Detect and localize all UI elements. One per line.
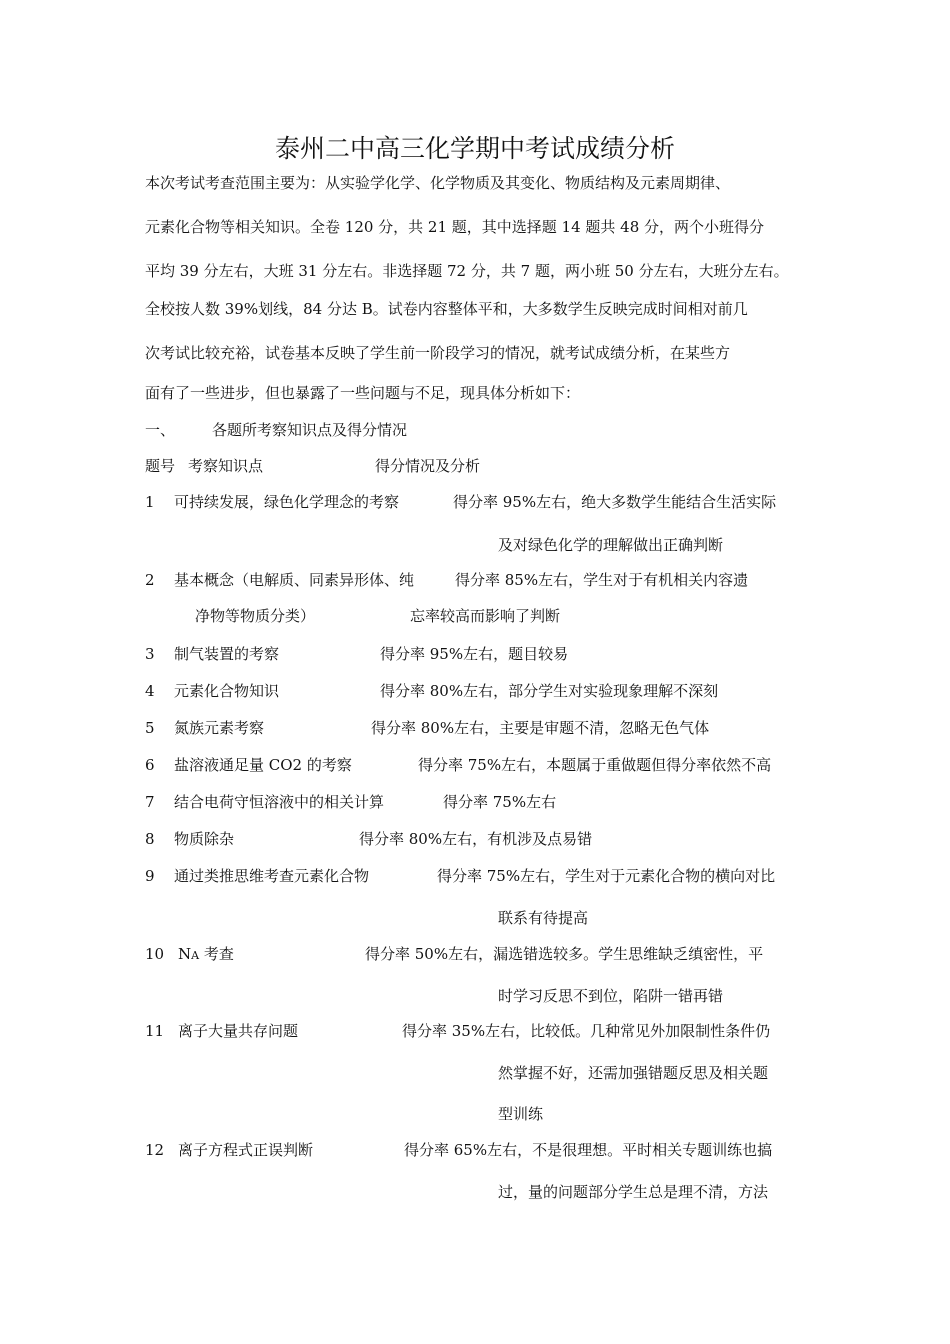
row-analysis-cont: 型训练 (498, 1105, 544, 1123)
row-point: 制气装置的考察 (174, 645, 280, 663)
row-num: 7 (145, 793, 155, 811)
row-num: 2 (145, 571, 155, 589)
row-analysis: 得分率 35%左右，比较低。几种常见外加限制性条件仍 (402, 1022, 771, 1040)
row-analysis-cont: 联系有待提高 (498, 909, 589, 927)
row-num: 4 (145, 682, 155, 700)
row-point-cont: 净物等物质分类） (195, 607, 316, 625)
intro-line-3: 平均 39 分左右，大班 31 分左右。非选择题 72 分，共 7 题，两小班 50 分左右，大班分左右。 (145, 262, 789, 280)
row-num: 12 (145, 1141, 165, 1159)
na-label: 考查 (199, 945, 234, 963)
na-subscript: A (191, 949, 200, 962)
row-analysis: 得分率 75%左右，本题属于重做题但得分率依然不高 (418, 756, 772, 774)
section-number: 一、 (145, 421, 176, 439)
row-point: 结合电荷守恒溶液中的相关计算 (174, 793, 385, 811)
intro-line-4: 全校按人数 39%划线，84 分达 B。试卷内容整体平和，大多数学生反映完成时间相对前几 (145, 300, 748, 318)
row-point: 物质除杂 (174, 830, 235, 848)
row-analysis: 得分率 75%左右 (443, 793, 557, 811)
row-analysis-cont: 然掌握不好，还需加强错题反思及相关题 (498, 1064, 769, 1082)
row-num: 8 (145, 830, 155, 848)
row-analysis: 得分率 95%左右，绝大多数学生能结合生活实际 (453, 493, 777, 511)
row-point (178, 944, 234, 966)
row-analysis: 得分率 95%左右，题目较易 (380, 645, 569, 663)
row-point: 离子方程式正误判断 (178, 1141, 314, 1159)
header-analysis: 得分情况及分析 (375, 457, 481, 475)
row-analysis: 得分率 80%左右，部分学生对实验现象理解不深刻 (380, 682, 719, 700)
row-num: 10 (145, 945, 165, 963)
row-analysis: 得分率 75%左右，学生对于元素化合物的横向对比 (437, 867, 776, 885)
row-point: 盐溶液通足量 CO2 的考察 (174, 756, 352, 774)
intro-line-5: 次考试比较充裕，试卷基本反映了学生前一阶段学习的情况，就考试成绩分析，在某些方 (145, 344, 731, 362)
row-analysis: 得分率 80%左右，主要是审题不清，忽略无色气体 (371, 719, 710, 737)
row-num: 5 (145, 719, 155, 737)
row-point: 元素化合物知识 (174, 682, 280, 700)
header-point: 考察知识点 (188, 457, 264, 475)
intro-line-6: 面有了一些进步，但也暴露了一些问题与不足，现具体分析如下： (145, 384, 581, 402)
row-num: 11 (145, 1022, 165, 1040)
row-num: 9 (145, 867, 155, 885)
row-analysis: 得分率 50%左右，漏选错选较多。学生思维缺乏缜密性，平 (365, 945, 764, 963)
na-symbol: N (178, 945, 192, 963)
row-analysis-cont: 忘率较高而影响了判断 (410, 607, 561, 625)
row-point: 可持续发展，绿色化学理念的考察 (174, 493, 400, 511)
header-num: 题号 (145, 457, 176, 475)
row-analysis: 得分率 85%左右，学生对于有机相关内容遗 (455, 571, 749, 589)
row-analysis: 得分率 80%左右，有机涉及点易错 (359, 830, 593, 848)
row-point: 基本概念（电解质、同素异形体、纯 (174, 571, 415, 589)
row-point: 离子大量共存问题 (178, 1022, 299, 1040)
row-num: 3 (145, 645, 155, 663)
row-point: 通过类推思维考查元素化合物 (174, 867, 370, 885)
row-num: 1 (145, 493, 155, 511)
row-analysis-cont: 及对绿色化学的理解做出正确判断 (498, 536, 724, 554)
page-title: 泰州二中高三化学期中考试成绩分析 (274, 134, 675, 163)
section-title: 各题所考察知识点及得分情况 (212, 421, 408, 439)
intro-line-1: 本次考试考查范围主要为：从实验学化学、化学物质及其变化、物质结构及元素周期律、 (145, 174, 731, 192)
row-analysis-cont: 过，量的问题部分学生总是理不清，方法 (498, 1183, 769, 1201)
row-point: 氮族元素考察 (174, 719, 265, 737)
intro-line-2: 元素化合物等相关知识。全卷 120 分，共 21 题，其中选择题 14 题共 48 分，两个小班得分 (145, 218, 765, 236)
row-analysis: 得分率 65%左右，不是很理想。平时相关专题训练也搞 (404, 1141, 773, 1159)
row-num: 6 (145, 756, 155, 774)
row-analysis-cont: 时学习反思不到位，陷阱一错再错 (498, 987, 724, 1005)
